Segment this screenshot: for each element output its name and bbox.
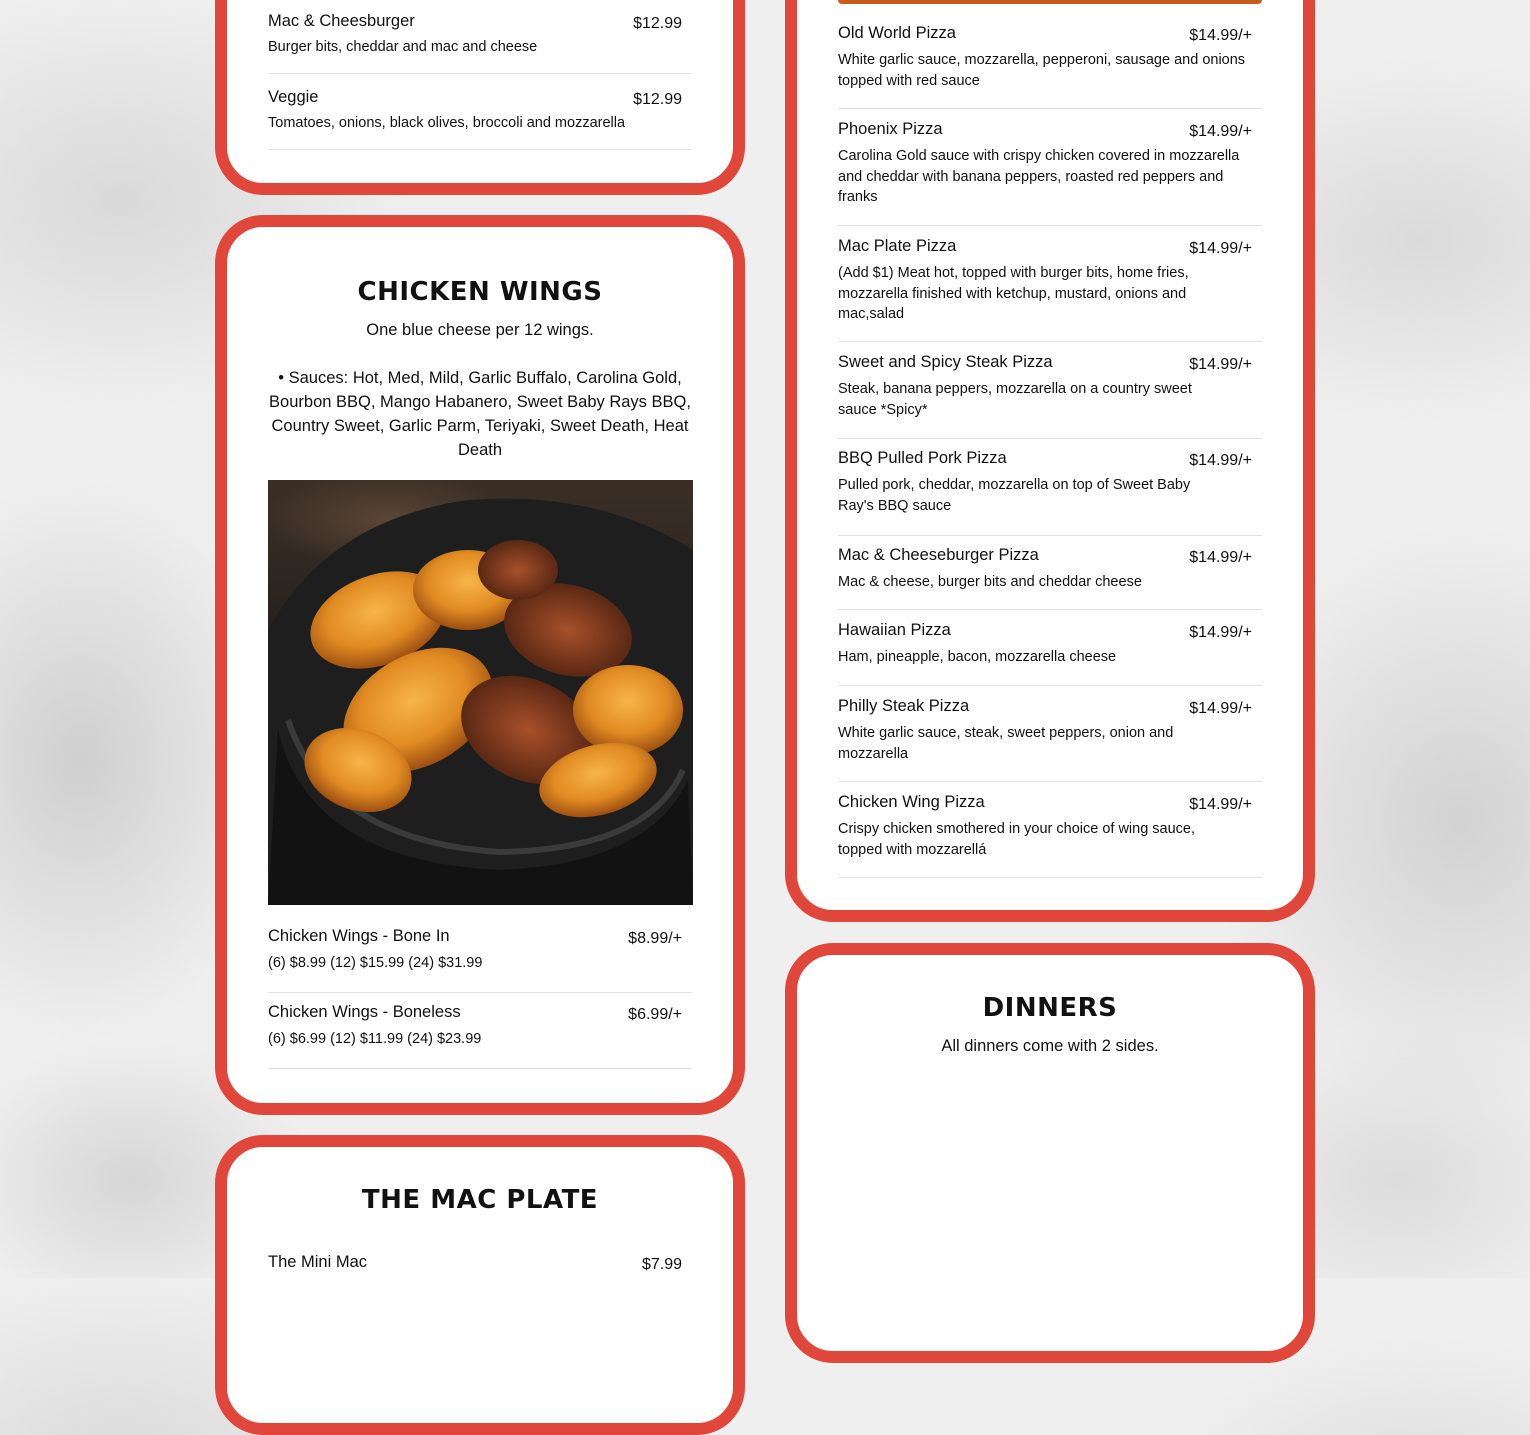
sauces-list: • Sauces: Hot, Med, Mild, Garlic Buffalo, Carolina Gold, Bourbon BBQ, Mango Habanero, Sweet Baby Rays BBQ, Country Sweet, Garlic Parm, Teriyaki, Sweet Death, Heat Death <box>269 369 691 459</box>
item-name: Mac Plate Pizza <box>838 237 957 255</box>
pizza-photo-edge <box>838 0 1262 4</box>
menu-item <box>268 927 692 993</box>
item-price: $14.99/+ <box>1189 27 1252 44</box>
item-description: (6) $6.99 (12) $11.99 (24) $23.99 <box>268 1031 482 1047</box>
item-description: Crispy chicken smothered in your choice of wing sauce, topped with mozzarellá <box>838 821 1196 858</box>
menu-item <box>838 120 1262 226</box>
menu-item <box>268 12 692 74</box>
menu-card-dinners <box>785 943 1315 1363</box>
menu-item <box>838 621 1262 686</box>
item-name: Sweet and Spicy Steak Pizza <box>838 353 1053 371</box>
menu-card-mac-plate <box>215 1135 745 1435</box>
item-price: $12.99 <box>633 15 682 32</box>
item-price: $14.99/+ <box>1189 796 1252 813</box>
item-price: $14.99/+ <box>1189 452 1252 469</box>
menu-item <box>268 1003 692 1069</box>
item-price: $12.99 <box>633 91 682 108</box>
item-price: $14.99/+ <box>1189 549 1252 566</box>
item-name: Old World Pizza <box>838 24 956 42</box>
section-title: DINNERS <box>982 993 1118 1023</box>
item-name: Hawaiian Pizza <box>838 621 951 639</box>
menu-card-burgers <box>215 0 745 195</box>
section-title: THE MAC PLATE <box>361 1185 599 1215</box>
item-name: Philly Steak Pizza <box>838 697 970 715</box>
item-description: Pulled pork, cheddar, mozzarella on top of Sweet Baby Ray's BBQ sauce <box>838 477 1191 514</box>
item-description: Steak, banana peppers, mozzarella on a country sweet sauce *Spicy* <box>838 381 1192 418</box>
menu-item <box>268 88 692 150</box>
item-price: $14.99/+ <box>1189 624 1252 641</box>
item-description: Carolina Gold sauce with crispy chicken covered in mozzarella and cheddar with banana peppers, roasted red peppers and franks <box>838 148 1240 205</box>
item-name: The Mini Mac <box>268 1253 368 1271</box>
item-price: $8.99/+ <box>628 930 682 947</box>
item-price: $14.99/+ <box>1189 123 1252 140</box>
item-description: Ham, pineapple, bacon, mozzarella cheese <box>838 649 1117 665</box>
item-name: Chicken Wing Pizza <box>838 793 985 811</box>
item-name: Mac & Cheeseburger Pizza <box>838 546 1039 564</box>
item-name: Veggie <box>268 88 319 106</box>
menu-item <box>838 449 1262 536</box>
menu-item <box>268 1253 692 1313</box>
chicken-wings-photo <box>268 480 693 905</box>
item-name: Chicken Wings - Bone In <box>268 927 450 945</box>
item-price: $14.99/+ <box>1189 240 1252 257</box>
item-name: BBQ Pulled Pork Pizza <box>838 449 1007 467</box>
item-price: $7.99 <box>641 1256 682 1273</box>
item-description: Mac & cheese, burger bits and cheddar cheese <box>838 574 1142 590</box>
item-price: $14.99/+ <box>1189 356 1252 373</box>
item-description: (Add $1) Meat hot, topped with burger bits, home fries, mozzarella finished with ketchup, mustard, onions and mac,salad <box>838 265 1189 322</box>
menu-card-pizza <box>785 0 1315 922</box>
item-description: Burger bits, cheddar and mac and cheese <box>268 39 538 55</box>
menu-item <box>838 237 1262 342</box>
item-name: Mac & Cheesburger <box>268 12 415 30</box>
menu-item <box>838 24 1262 109</box>
item-description: White garlic sauce, mozzarella, pepperoni, sausage and onions topped with red sauce <box>838 52 1246 89</box>
menu-item <box>838 793 1262 878</box>
item-name: Chicken Wings - Boneless <box>268 1003 461 1021</box>
menu-card-chicken-wings <box>215 215 745 1115</box>
item-price: $14.99/+ <box>1189 700 1252 717</box>
section-description: One blue cheese per 12 wings. <box>366 321 594 339</box>
menu-item <box>838 546 1262 610</box>
menu-item <box>838 697 1262 782</box>
item-description: White garlic sauce, steak, sweet peppers, onion and mozzarella <box>838 725 1174 762</box>
item-name: Phoenix Pizza <box>838 120 943 138</box>
item-description: Tomatoes, onions, black olives, broccoli and mozzarella <box>268 115 626 131</box>
section-title: CHICKEN WINGS <box>357 277 603 307</box>
menu-item <box>838 353 1262 439</box>
item-price: $6.99/+ <box>628 1006 682 1023</box>
section-description: All dinners come with 2 sides. <box>941 1037 1159 1055</box>
item-description: (6) $8.99 (12) $15.99 (24) $31.99 <box>268 955 483 971</box>
wings-image <box>268 480 693 905</box>
